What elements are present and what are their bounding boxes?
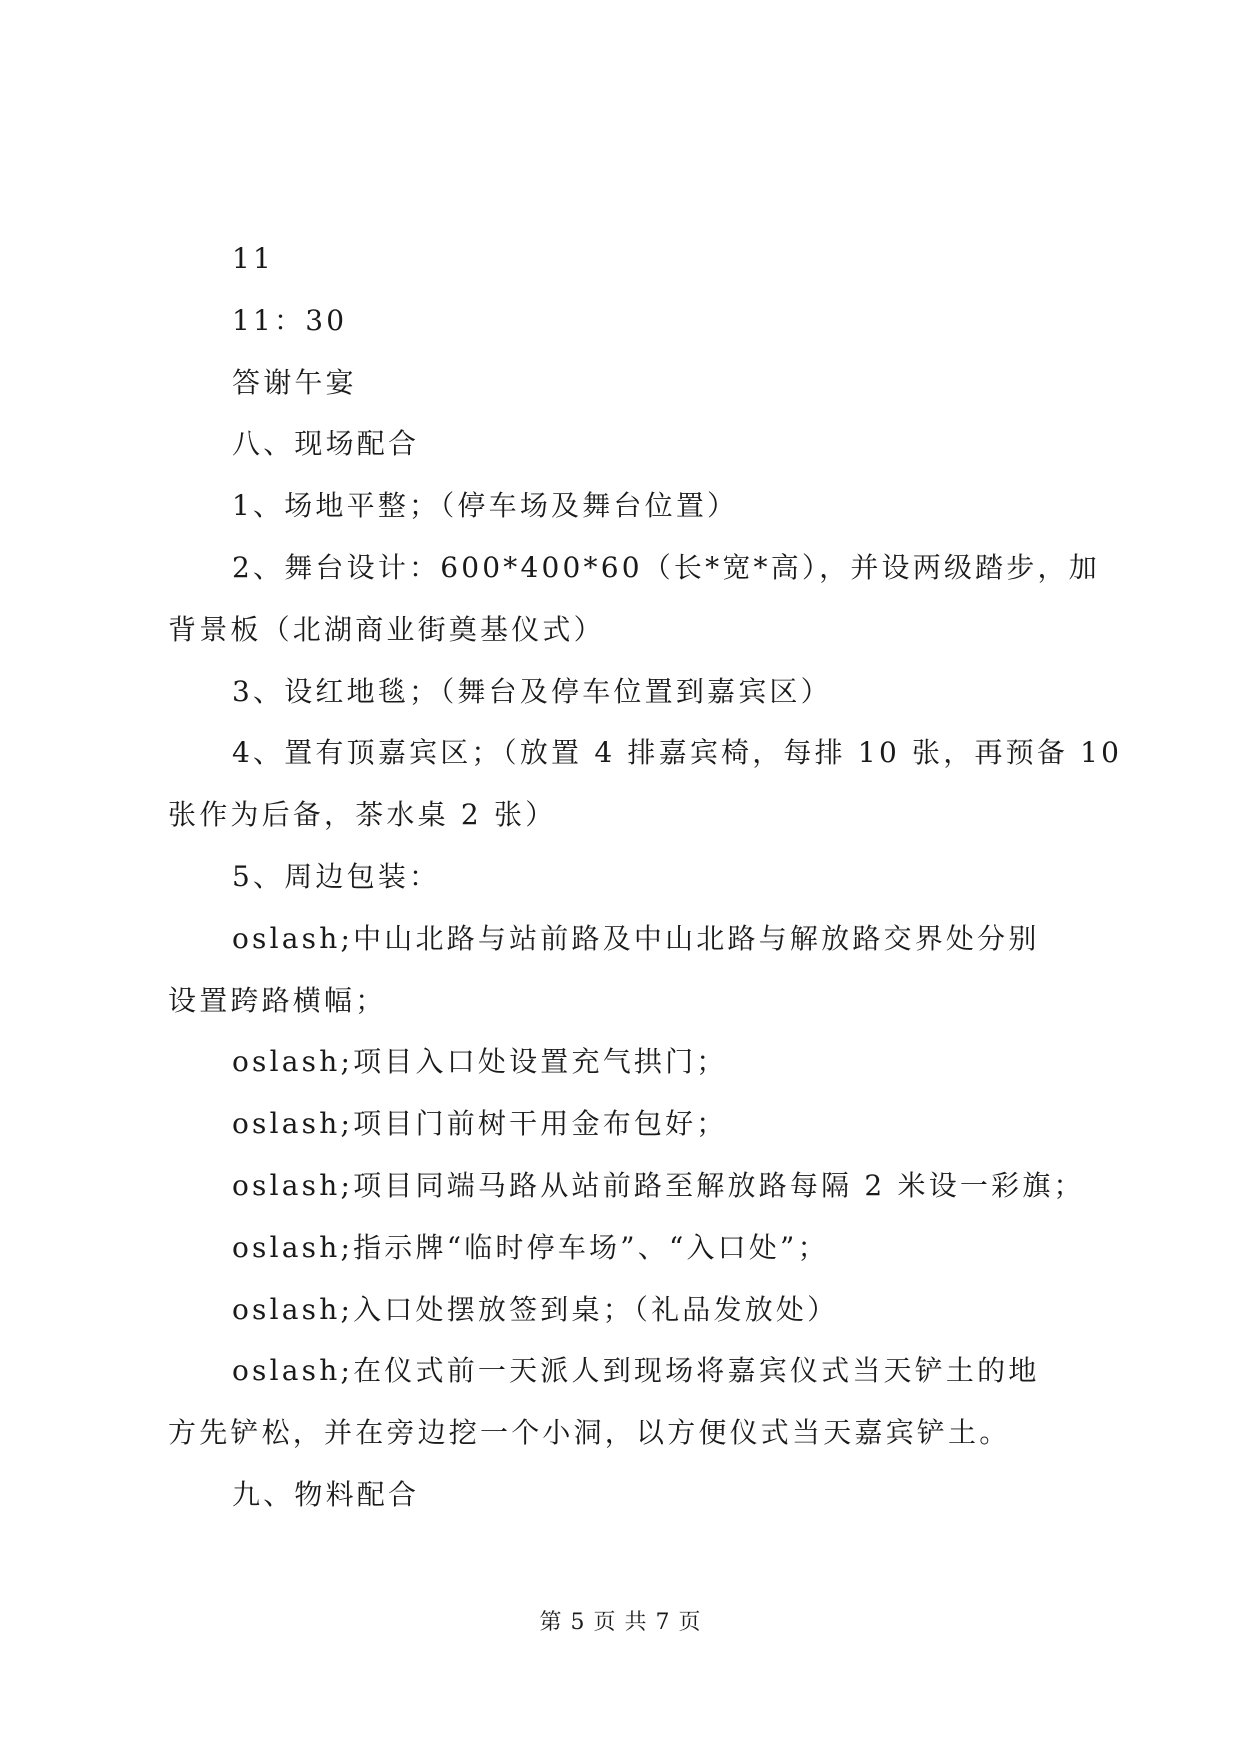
text-line: 方先铲松，并在旁边挖一个小洞，以方便仪式当天嘉宾铲土。: [168, 1416, 1011, 1450]
section-heading: 九、物料配合: [232, 1477, 420, 1511]
text-line: oslash;项目门前树干用金布包好；: [232, 1107, 728, 1141]
text-line: oslash;在仪式前一天派人到现场将嘉宾仪式当天铲土的地: [232, 1354, 1040, 1388]
text-line: 背景板（北湖商业街奠基仪式）: [168, 612, 605, 646]
text-line: 1、场地平整；（停车场及舞台位置）: [232, 489, 739, 523]
text-line: 4、置有顶嘉宾区；（放置 4 排嘉宾椅，每排 10 张，再预备 10: [232, 736, 1123, 770]
text-line: 设置跨路横幅；: [168, 983, 387, 1017]
text-line: oslash;指示牌“临时停车场”、“入口处”；: [232, 1230, 829, 1264]
text-line: 5、周边包装：: [232, 859, 441, 893]
text-line: 11: [232, 242, 275, 275]
text-line: 11：30: [232, 303, 348, 337]
text-line: 2、舞台设计：600*400*60（长*宽*高），并设两级踏步，加: [232, 550, 1100, 584]
text-line: 3、设红地毯；（舞台及停车位置到嘉宾区）: [232, 674, 832, 708]
text-line: oslash;项目入口处设置充气拱门；: [232, 1045, 728, 1079]
text-line: oslash;项目同端马路从站前路至解放路每隔 2 米设一彩旗；: [232, 1168, 1085, 1202]
text-line: oslash;入口处摆放签到桌；（礼品发放处）: [232, 1292, 839, 1326]
text-line: oslash;中山北路与站前路及中山北路与解放路交界处分别: [232, 921, 1040, 955]
text-line: 张作为后备，茶水桌 2 张）: [168, 798, 557, 832]
text-line: 答谢午宴: [232, 365, 357, 399]
document-body: [168, 228, 1123, 1526]
section-heading: 八、现场配合: [232, 427, 420, 461]
page-number-footer: 第 5 页 共 7 页: [539, 1610, 702, 1635]
